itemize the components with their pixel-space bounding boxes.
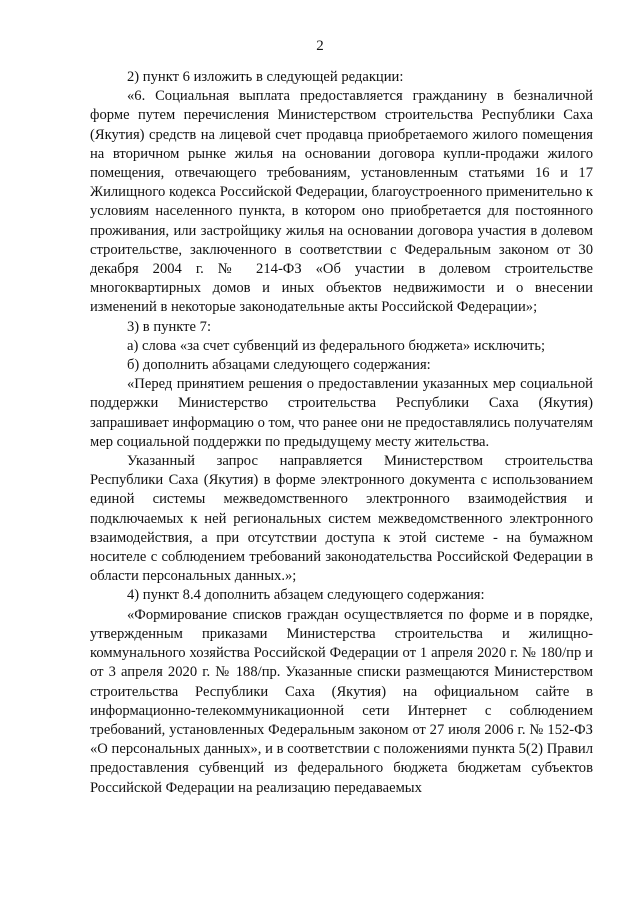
paragraph-item-3: 3) в пункте 7: xyxy=(127,318,212,335)
paragraph-subitem-a: а) слова «за счет субвенций из федерального бюджета» исключить; xyxy=(127,337,546,354)
paragraph-list-formation: «Формирование списков граждан осуществляется по форме и в порядке, утвержденным приказами Министерства строительства и жилищно-коммунального хозяйства Российской Федерации от 1 апреля 2020 г. № 180/пр и от 3 апреля 2020 г. № 188/пр. Указанные списки размещаются Министерством строительства Республики Саха (Якутия) на официальном сайте в информационно-телекоммуникационной сети Интернет с соблюдением требований, установленных Федеральным законом от 27 июля 2006 г. № 152-ФЗ «О персональных данных», и в соответствии с положениями пункта 5(2) Правил предоставления субвенций из федерального бюджета бюджетам субъектов Российской Федерации на реализацию передаваемых xyxy=(90,606,593,796)
document-body xyxy=(90,68,593,798)
paragraph-request-sending: Указанный запрос направляется Министерством строительства Республики Саха (Якутия) в форме электронного документа с использованием единой системы межведомственного электронного взаимодействия и подключаемых к ней региональных систем межведомственного электронного взаимодействия, а при отсутствии доступа к этой системе - на бумажном носителе с соблюдением требований законодательства Российской Федерации в области персональных данных.»; xyxy=(90,453,593,585)
paragraph-item-4: 4) пункт 8.4 дополнить абзацем следующего содержания: xyxy=(127,587,485,604)
page-number: 2 xyxy=(316,38,324,54)
paragraph-new-item-6: «6. Социальная выплата предоставляется гражданину в безналичной форме путем перечисления Министерством строительства Республики Саха (Якутия) средств на лицевой счет продавца приобретаемого жилого помещения на вторичном рынке жилья на основании договора купли-продажи жилого помещения, отвечающего требованиям, установленным статьями 16 и 17 Жилищного кодекса Российской Федерации, благоустроенного применительно к условиям населенного пункта, в котором оно приобретается для постоянного проживания, или застройщику жилья на основании договора участия в долевом строительстве, заключенного в соответствии с Федеральным законом от 30 декабря 2004 г. № 214-ФЗ «Об участии в долевом строительстве многоквартирных домов и иных объектов недвижимости и о внесении изменений в некоторые законодательные акты Российской Федерации»; xyxy=(90,88,593,316)
paragraph-item-2: 2) пункт 6 изложить в следующей редакции: xyxy=(127,69,404,85)
paragraph-subitem-b: б) дополнить абзацами следующего содержания: xyxy=(127,357,431,374)
paragraph-request-before-decision: «Перед принятием решения о предоставлении указанных мер социальной поддержки Министерство строительства Республики Саха (Якутия) запрашивает информацию о том, что ранее они не предоставлялись получателям мер социальной поддержки по предыдущему месту жительства. xyxy=(90,376,594,450)
